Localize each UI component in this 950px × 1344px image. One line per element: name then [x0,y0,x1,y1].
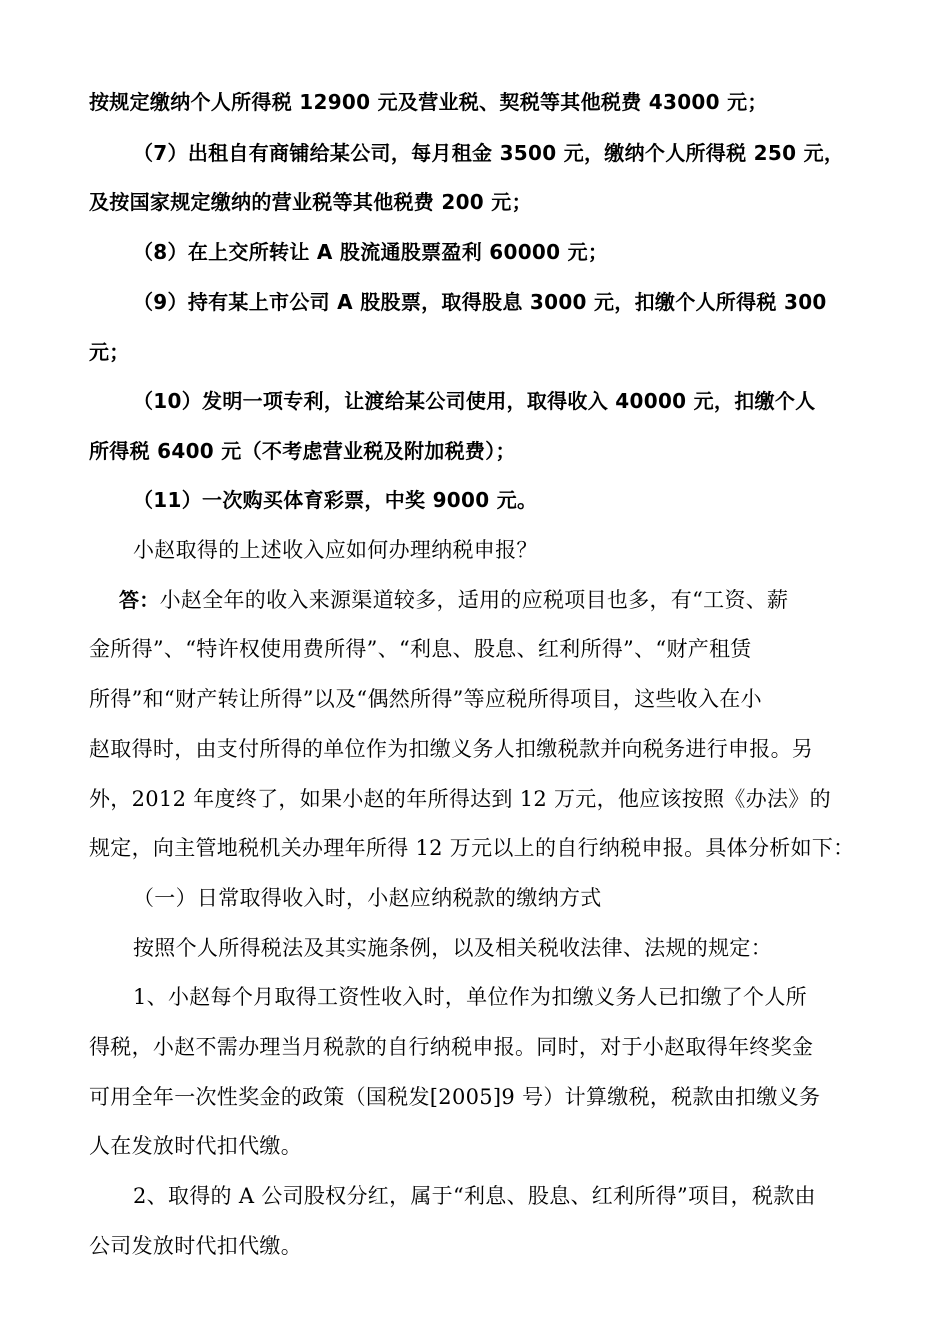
paragraph-line: 规定，向主管地税机关办理年所得 12 万元以上的自行纳税申报。具体分析如下： [89,836,855,860]
paragraph-line: 人在发放时代扣代缴。 [89,1134,302,1158]
paragraph-line: 及按国家规定缴纳的营业税等其他税费 200 元； [89,190,532,214]
paragraph-line: 按照个人所得税法及其实施条例，以及相关税收法律、法规的规定： [133,936,772,960]
paragraph-line: （10）发明一项专利，让渡给某公司使用，取得收入 40000 元，扣缴个人 [133,389,816,413]
paragraph-line: 金所得”、“特许权使用费所得”、“利息、股息、红利所得”、“财产租赁 [89,637,752,661]
paragraph-line: 公司发放时代扣代缴。 [89,1234,302,1258]
paragraph-line: 得税，小赵不需办理当月税款的自行纳税申报。同时，对于小赵取得年终奖金 [89,1035,814,1059]
section-heading: （一）日常取得收入时，小赵应纳税款的缴纳方式 [133,886,602,910]
paragraph-line: 1、小赵每个月取得工资性收入时，单位作为扣缴义务人已扣缴了个人所 [133,985,807,1009]
paragraph-line: （11）一次购买体育彩票，中奖 9000 元。 [133,488,538,512]
paragraph-line: （7）出租自有商铺给某公司，每月租金 3500 元，缴纳个人所得税 250 元， [133,141,845,165]
question-line: 小赵取得的上述收入应如何办理纳税申报？ [133,538,538,562]
paragraph-line: 元； [89,340,130,364]
paragraph-line: （9）持有某上市公司 A 股股票，取得股息 3000 元，扣缴个人所得税 300 [133,290,827,314]
paragraph-line: 所得”和“财产转让所得”以及“偶然所得”等应税所得项目，这些收入在小 [89,687,762,711]
paragraph-line: 2、取得的 A 公司股权分红，属于“利息、股息、红利所得”项目，税款由 [133,1184,816,1208]
paragraph-line: 按规定缴纳个人所得税 12900 元及营业税、契税等其他税费 43000 元； [89,90,768,114]
answer-line [119,585,788,615]
paragraph-line: 外，2012 年度终了，如果小赵的年所得达到 12 万元，他应该按照《办法》的 [89,787,831,811]
answer-label: 答： [119,588,160,612]
answer-text: 小赵全年的收入来源渠道较多，适用的应税项目也多，有“工资、薪 [159,588,789,612]
paragraph-line: （8）在上交所转让 A 股流通股票盈利 60000 元； [133,240,609,264]
paragraph-line: 所得税 6400 元（不考虑营业税及附加税费）； [89,439,516,463]
paragraph-line: 可用全年一次性奖金的政策（国税发[2005]9 号）计算缴税，税款由扣缴义务 [89,1085,821,1109]
paragraph-line: 赵取得时，由支付所得的单位作为扣缴义务人扣缴税款并向税务进行申报。另 [89,737,814,761]
